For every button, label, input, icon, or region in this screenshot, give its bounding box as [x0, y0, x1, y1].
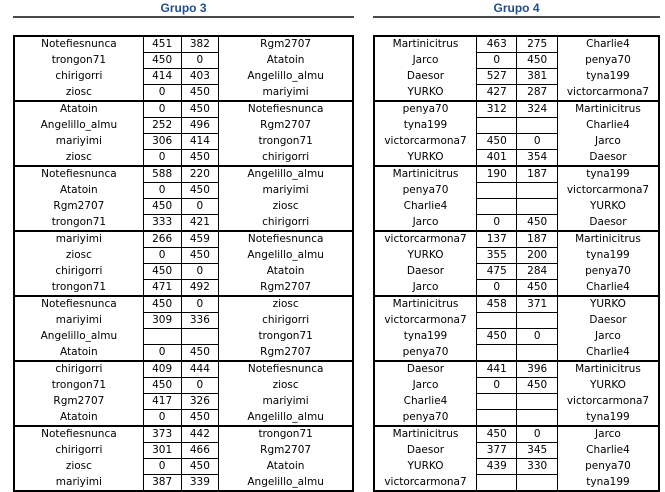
home-team: Daesor — [374, 443, 477, 459]
away-score: 492 — [181, 280, 219, 297]
home-team: Atatoin — [14, 345, 143, 362]
home-team: chirigorri — [14, 361, 143, 378]
away-score: 336 — [181, 313, 219, 329]
away-score: 450 — [517, 53, 557, 69]
home-team: penya70 — [374, 345, 477, 362]
home-team: victorcarmona7 — [374, 231, 477, 248]
away-team: Martinicitrus — [557, 101, 659, 118]
home-team: YURKO — [374, 150, 477, 167]
match-row — [14, 69, 353, 85]
away-team: trongon71 — [219, 426, 353, 443]
match-row — [14, 199, 353, 215]
match-row — [374, 101, 659, 118]
group-3-panel — [13, 0, 354, 492]
away-team: Angelillo_almu — [219, 69, 353, 85]
away-score: 0 — [181, 264, 219, 280]
home-team: penya70 — [374, 183, 477, 199]
match-row — [374, 36, 659, 53]
away-team: Atatoin — [219, 53, 353, 69]
away-score: 0 — [517, 329, 557, 345]
home-score: 312 — [477, 101, 517, 118]
away-score: 444 — [181, 361, 219, 378]
away-score: 330 — [517, 459, 557, 475]
away-team: penya70 — [557, 53, 659, 69]
home-team: Martinicitrus — [374, 36, 477, 53]
away-score: 382 — [181, 36, 219, 53]
home-team: Angelillo_almu — [14, 118, 143, 134]
match-row — [14, 248, 353, 264]
match-row — [14, 101, 353, 118]
away-team: Rgm2707 — [219, 443, 353, 459]
away-score: 442 — [181, 426, 219, 443]
home-team: Notefiesnunca — [14, 426, 143, 443]
home-score: 414 — [143, 69, 181, 85]
home-team: trongon71 — [14, 378, 143, 394]
away-score: 450 — [517, 215, 557, 232]
match-row — [374, 183, 659, 199]
home-score — [477, 199, 517, 215]
group-title: Grupo 4 — [493, 1, 540, 15]
away-score: 496 — [181, 118, 219, 134]
home-team: Daesor — [374, 264, 477, 280]
home-score: 0 — [477, 378, 517, 394]
home-team: mariyimi — [14, 134, 143, 150]
home-team: ziosc — [14, 150, 143, 167]
home-score: 0 — [143, 101, 181, 118]
home-score: 0 — [143, 248, 181, 264]
title-rule — [13, 16, 354, 18]
home-score: 387 — [143, 475, 181, 492]
home-score — [477, 118, 517, 134]
title-rule — [373, 16, 660, 18]
match-row — [14, 280, 353, 297]
home-score: 0 — [477, 215, 517, 232]
match-row — [374, 118, 659, 134]
home-team: tyna199 — [374, 118, 477, 134]
away-score: 0 — [181, 199, 219, 215]
home-score: 306 — [143, 134, 181, 150]
match-row — [374, 280, 659, 297]
match-row — [14, 459, 353, 475]
away-score — [517, 345, 557, 362]
match-row — [374, 150, 659, 167]
away-team: Rgm2707 — [219, 345, 353, 362]
match-row — [374, 443, 659, 459]
away-team: Jarco — [557, 426, 659, 443]
away-score: 324 — [517, 101, 557, 118]
away-team: penya70 — [557, 459, 659, 475]
away-team: Charlie4 — [557, 280, 659, 297]
home-score: 137 — [477, 231, 517, 248]
home-score: 450 — [143, 199, 181, 215]
away-team: Rgm2707 — [219, 280, 353, 297]
home-score: 0 — [477, 53, 517, 69]
home-team: Daesor — [374, 69, 477, 85]
away-team: Angelillo_almu — [219, 166, 353, 183]
away-team: trongon71 — [219, 134, 353, 150]
home-team: trongon71 — [14, 280, 143, 297]
home-score — [477, 183, 517, 199]
away-score: 287 — [517, 85, 557, 102]
home-score: 451 — [143, 36, 181, 53]
home-score: 441 — [477, 361, 517, 378]
away-score: 450 — [181, 183, 219, 199]
home-team: Jarco — [374, 378, 477, 394]
home-team: trongon71 — [14, 215, 143, 232]
away-team: ziosc — [219, 378, 353, 394]
home-score: 427 — [477, 85, 517, 102]
away-team: Daesor — [557, 150, 659, 167]
results-table — [373, 35, 660, 492]
away-team: Rgm2707 — [219, 36, 353, 53]
away-team: Charlie4 — [557, 443, 659, 459]
match-row — [374, 459, 659, 475]
away-score — [517, 118, 557, 134]
away-team: victorcarmona7 — [557, 183, 659, 199]
home-score: 450 — [143, 264, 181, 280]
match-row — [374, 296, 659, 313]
match-row — [14, 345, 353, 362]
away-score: 450 — [517, 280, 557, 297]
match-row — [374, 329, 659, 345]
home-team: trongon71 — [14, 53, 143, 69]
home-score: 190 — [477, 166, 517, 183]
home-team: mariyimi — [14, 231, 143, 248]
away-score: 0 — [517, 426, 557, 443]
away-team: Charlie4 — [557, 118, 659, 134]
home-team: Rgm2707 — [14, 199, 143, 215]
away-score: 0 — [181, 296, 219, 313]
away-team: Martinicitrus — [557, 231, 659, 248]
home-score: 0 — [143, 183, 181, 199]
home-team: tyna199 — [374, 329, 477, 345]
away-score: 326 — [181, 394, 219, 410]
match-row — [374, 248, 659, 264]
away-score: 354 — [517, 150, 557, 167]
home-score: 333 — [143, 215, 181, 232]
match-row — [14, 394, 353, 410]
home-score — [477, 394, 517, 410]
away-team: tyna199 — [557, 166, 659, 183]
match-row — [374, 134, 659, 150]
home-score: 401 — [477, 150, 517, 167]
home-team: Charlie4 — [374, 199, 477, 215]
home-team: Martinicitrus — [374, 166, 477, 183]
away-team: tyna199 — [557, 475, 659, 492]
away-score: 284 — [517, 264, 557, 280]
away-score: 421 — [181, 215, 219, 232]
match-row — [14, 36, 353, 53]
home-score: 458 — [477, 296, 517, 313]
away-team: YURKO — [557, 199, 659, 215]
home-score: 301 — [143, 443, 181, 459]
away-team: Charlie4 — [557, 36, 659, 53]
home-score: 309 — [143, 313, 181, 329]
away-score — [517, 199, 557, 215]
home-score: 471 — [143, 280, 181, 297]
away-team: Angelillo_almu — [219, 248, 353, 264]
home-team: YURKO — [374, 459, 477, 475]
home-score: 475 — [477, 264, 517, 280]
home-team: Atatoin — [14, 410, 143, 427]
away-score: 403 — [181, 69, 219, 85]
home-score — [143, 329, 181, 345]
home-team: Charlie4 — [374, 394, 477, 410]
away-team: Daesor — [557, 215, 659, 232]
away-score: 450 — [517, 378, 557, 394]
away-score: 450 — [181, 150, 219, 167]
away-score: 450 — [181, 248, 219, 264]
away-team: mariyimi — [219, 183, 353, 199]
match-row — [14, 53, 353, 69]
home-team: Jarco — [374, 53, 477, 69]
home-team: penya70 — [374, 410, 477, 427]
home-team: chirigorri — [14, 69, 143, 85]
away-score — [181, 329, 219, 345]
away-team: YURKO — [557, 378, 659, 394]
match-row — [14, 264, 353, 280]
away-score: 0 — [181, 53, 219, 69]
away-team: ziosc — [219, 199, 353, 215]
home-score: 417 — [143, 394, 181, 410]
home-team: ziosc — [14, 248, 143, 264]
match-row — [374, 199, 659, 215]
away-score: 339 — [181, 475, 219, 492]
match-row — [374, 215, 659, 232]
home-team: Jarco — [374, 215, 477, 232]
match-row — [374, 264, 659, 280]
home-team: victorcarmona7 — [374, 134, 477, 150]
away-team: Jarco — [557, 329, 659, 345]
home-team: victorcarmona7 — [374, 313, 477, 329]
home-score — [477, 313, 517, 329]
away-score: 450 — [181, 459, 219, 475]
away-team: Notefiesnunca — [219, 231, 353, 248]
away-score: 345 — [517, 443, 557, 459]
away-score: 450 — [181, 85, 219, 102]
home-score: 355 — [477, 248, 517, 264]
home-team: Rgm2707 — [14, 394, 143, 410]
match-row — [14, 443, 353, 459]
home-team: Notefiesnunca — [14, 166, 143, 183]
home-team: mariyimi — [14, 475, 143, 492]
match-row — [14, 134, 353, 150]
home-score: 373 — [143, 426, 181, 443]
away-team: Atatoin — [219, 459, 353, 475]
away-team: Charlie4 — [557, 345, 659, 362]
home-team: Notefiesnunca — [14, 36, 143, 53]
match-row — [14, 183, 353, 199]
away-score: 200 — [517, 248, 557, 264]
home-team: Jarco — [374, 280, 477, 297]
match-row — [374, 166, 659, 183]
home-score: 252 — [143, 118, 181, 134]
home-score: 377 — [477, 443, 517, 459]
match-row — [14, 313, 353, 329]
home-team: chirigorri — [14, 443, 143, 459]
match-row — [374, 361, 659, 378]
home-score: 527 — [477, 69, 517, 85]
away-team: mariyimi — [219, 394, 353, 410]
away-score: 396 — [517, 361, 557, 378]
home-score — [477, 345, 517, 362]
home-score: 463 — [477, 36, 517, 53]
home-score: 0 — [143, 345, 181, 362]
away-score: 450 — [181, 410, 219, 427]
away-team: victorcarmona7 — [557, 394, 659, 410]
away-team: penya70 — [557, 264, 659, 280]
away-team: tyna199 — [557, 69, 659, 85]
away-team: ziosc — [219, 296, 353, 313]
away-team: chirigorri — [219, 215, 353, 232]
away-score: 275 — [517, 36, 557, 53]
away-team: Notefiesnunca — [219, 101, 353, 118]
home-score — [477, 410, 517, 427]
home-score: 450 — [477, 426, 517, 443]
away-team: Angelillo_almu — [219, 475, 353, 492]
match-row — [14, 166, 353, 183]
home-score: 450 — [143, 53, 181, 69]
results-table — [13, 35, 354, 492]
match-row — [14, 215, 353, 232]
home-team: Atatoin — [14, 183, 143, 199]
match-row — [14, 231, 353, 248]
away-team: Daesor — [557, 313, 659, 329]
away-score: 381 — [517, 69, 557, 85]
home-score: 0 — [143, 85, 181, 102]
home-team: Martinicitrus — [374, 296, 477, 313]
away-score — [517, 394, 557, 410]
away-score: 466 — [181, 443, 219, 459]
away-score: 459 — [181, 231, 219, 248]
home-team: Angelillo_almu — [14, 329, 143, 345]
home-score: 0 — [143, 410, 181, 427]
away-team: Notefiesnunca — [219, 361, 353, 378]
group-4-panel — [373, 0, 660, 492]
match-row — [14, 361, 353, 378]
away-team: chirigorri — [219, 150, 353, 167]
match-row — [374, 378, 659, 394]
match-row — [374, 53, 659, 69]
away-score: 450 — [181, 101, 219, 118]
away-team: Angelillo_almu — [219, 410, 353, 427]
match-row — [14, 329, 353, 345]
home-team: Daesor — [374, 361, 477, 378]
home-team: Notefiesnunca — [14, 296, 143, 313]
match-row — [374, 410, 659, 427]
away-score: 220 — [181, 166, 219, 183]
match-row — [14, 378, 353, 394]
home-score: 450 — [143, 378, 181, 394]
away-team: YURKO — [557, 296, 659, 313]
match-row — [374, 345, 659, 362]
away-score — [517, 313, 557, 329]
home-team: YURKO — [374, 85, 477, 102]
away-score: 0 — [517, 134, 557, 150]
away-score: 187 — [517, 166, 557, 183]
home-team: victorcarmona7 — [374, 475, 477, 492]
home-score: 266 — [143, 231, 181, 248]
away-score: 414 — [181, 134, 219, 150]
match-row — [14, 296, 353, 313]
match-row — [374, 313, 659, 329]
match-row — [14, 410, 353, 427]
home-score: 588 — [143, 166, 181, 183]
home-score: 450 — [477, 134, 517, 150]
away-team: tyna199 — [557, 410, 659, 427]
home-score: 0 — [477, 280, 517, 297]
match-row — [374, 394, 659, 410]
home-team: Martinicitrus — [374, 426, 477, 443]
away-team: Martinicitrus — [557, 361, 659, 378]
away-team: victorcarmona7 — [557, 85, 659, 102]
home-team: ziosc — [14, 85, 143, 102]
match-row — [14, 85, 353, 102]
away-score: 187 — [517, 231, 557, 248]
away-team: tyna199 — [557, 248, 659, 264]
home-team: penya70 — [374, 101, 477, 118]
match-row — [374, 85, 659, 102]
match-row — [14, 150, 353, 167]
away-team: trongon71 — [219, 329, 353, 345]
match-row — [14, 426, 353, 443]
away-score — [517, 183, 557, 199]
away-team: Atatoin — [219, 264, 353, 280]
home-score: 0 — [143, 459, 181, 475]
home-team: mariyimi — [14, 313, 143, 329]
home-team: chirigorri — [14, 264, 143, 280]
match-row — [14, 118, 353, 134]
away-score: 0 — [181, 378, 219, 394]
home-team: YURKO — [374, 248, 477, 264]
away-team: chirigorri — [219, 313, 353, 329]
match-row — [374, 231, 659, 248]
home-score: 439 — [477, 459, 517, 475]
away-score — [517, 410, 557, 427]
away-team: Rgm2707 — [219, 118, 353, 134]
home-team: Atatoin — [14, 101, 143, 118]
home-score: 409 — [143, 361, 181, 378]
home-team: ziosc — [14, 459, 143, 475]
away-score: 450 — [181, 345, 219, 362]
away-team: mariyimi — [219, 85, 353, 102]
match-row — [374, 69, 659, 85]
home-score: 0 — [143, 150, 181, 167]
away-team: Jarco — [557, 134, 659, 150]
home-score: 450 — [477, 329, 517, 345]
home-score: 450 — [143, 296, 181, 313]
group-title: Grupo 3 — [160, 1, 207, 15]
match-row — [374, 426, 659, 443]
away-score: 371 — [517, 296, 557, 313]
